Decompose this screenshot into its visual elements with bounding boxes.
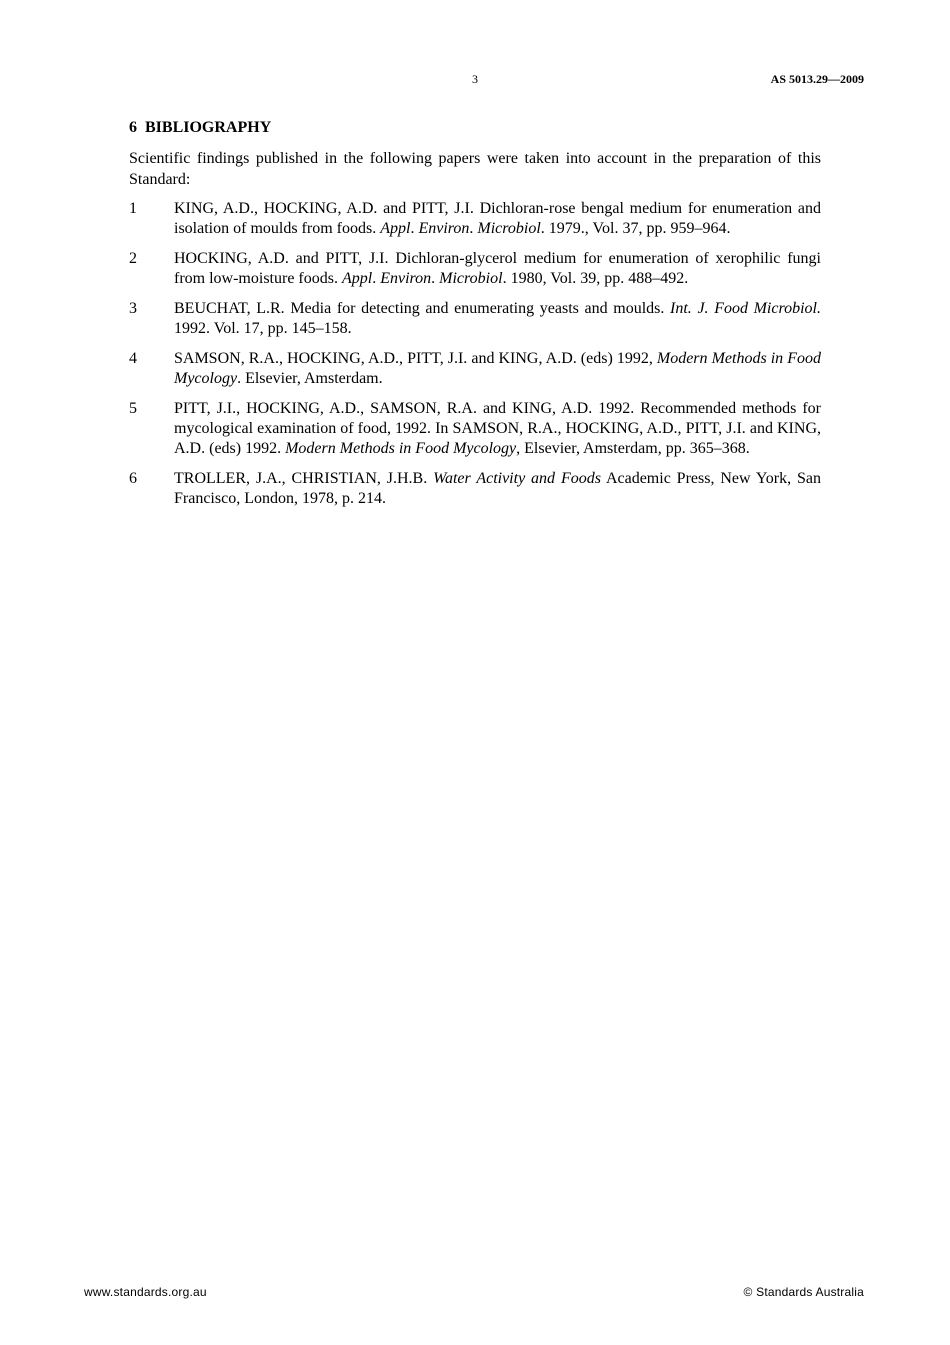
reference-text-segment: .: [372, 270, 381, 287]
bibliography-item: [129, 199, 821, 239]
reference-text: [174, 399, 821, 459]
reference-title-italic: Int. J. Food Microbiol.: [670, 300, 822, 317]
reference-text-segment: SAMSON, R.A., HOCKING, A.D., PITT, J.I. and KING, A.D. (eds) 1992,: [174, 350, 657, 367]
reference-number: 6: [129, 470, 137, 487]
reference-title-italic: Water Activity and Foods: [433, 470, 601, 487]
reference-text: [174, 349, 821, 389]
reference-text-segment: BEUCHAT, L.R. Media for detecting and enumerating yeasts and moulds.: [174, 300, 671, 317]
bibliography-item: [129, 349, 821, 389]
reference-text-segment: 1992. Vol. 17, pp. 145–158.: [174, 320, 352, 337]
reference-title-italic: Microbiol: [477, 220, 541, 237]
section-title: BIBLIOGRAPHY: [145, 119, 272, 136]
reference-text-segment: . 1979., Vol. 37, pp. 959–964.: [540, 220, 731, 237]
reference-title-italic: Environ: [380, 270, 432, 287]
reference-number: 2: [129, 250, 137, 267]
reference-text: [174, 199, 821, 239]
bibliography-item: [129, 399, 821, 459]
reference-text-segment: . Elsevier, Amsterdam.: [237, 370, 383, 387]
reference-text-segment: .: [410, 220, 419, 237]
footer-copyright: © Standards Australia: [743, 1285, 864, 1299]
reference-text: [174, 469, 821, 509]
bibliography-list: [129, 199, 821, 519]
bibliography-item: [129, 299, 821, 339]
reference-title-italic: Microbiol: [439, 270, 503, 287]
reference-number: 3: [129, 300, 137, 317]
reference-title-italic: Appl: [341, 270, 373, 287]
reference-title-italic: Modern Methods in Food Mycology: [174, 350, 821, 387]
standard-code: AS 5013.29—2009: [770, 72, 864, 86]
reference-number: 5: [129, 400, 137, 417]
reference-text-segment: .: [469, 220, 478, 237]
reference-text-segment: . 1980, Vol. 39, pp. 488–492.: [502, 270, 689, 287]
reference-text-segment: HOCKING, A.D. and PITT, J.I. Dichloran-glycerol medium for enumeration of xerophilic fungi from low-moisture foods.: [174, 250, 821, 287]
section-number: 6: [129, 119, 137, 136]
reference-text: [174, 249, 821, 289]
footer-website: www.standards.org.au: [84, 1285, 207, 1299]
section-heading: [129, 119, 271, 137]
reference-text-segment: .: [431, 270, 440, 287]
reference-number: 1: [129, 200, 137, 217]
reference-text-segment: Academic Press, New York, San Francisco, London, 1978, p. 214.: [174, 470, 822, 507]
reference-title-italic: Modern Methods in Food Mycology: [285, 440, 517, 457]
reference-number: 4: [129, 350, 137, 367]
reference-text: [174, 299, 821, 339]
page-number: 3: [472, 72, 478, 86]
bibliography-item: [129, 469, 821, 509]
reference-text-segment: KING, A.D., HOCKING, A.D. and PITT, J.I. Dichloran-rose bengal medium for enumeration and isolation of moulds from foods.: [174, 200, 821, 237]
reference-text-segment: TROLLER, J.A., CHRISTIAN, J.H.B.: [174, 470, 434, 487]
reference-title-italic: Environ: [418, 220, 470, 237]
bibliography-item: [129, 249, 821, 289]
reference-text-segment: PITT, J.I., HOCKING, A.D., SAMSON, R.A. and KING, A.D. 1992. Recommended methods for mycological examination of food, 1992. In SAMSON, R.A., HOCKING, A.D., PITT, J.I. and KING, A.D. (eds) 1992.: [174, 400, 821, 457]
section-intro: Scientific findings published in the following papers were taken into account in the preparation of this Standard:: [129, 150, 821, 188]
reference-title-italic: Appl: [380, 220, 411, 237]
reference-text-segment: , Elsevier, Amsterdam, pp. 365–368.: [516, 440, 750, 457]
